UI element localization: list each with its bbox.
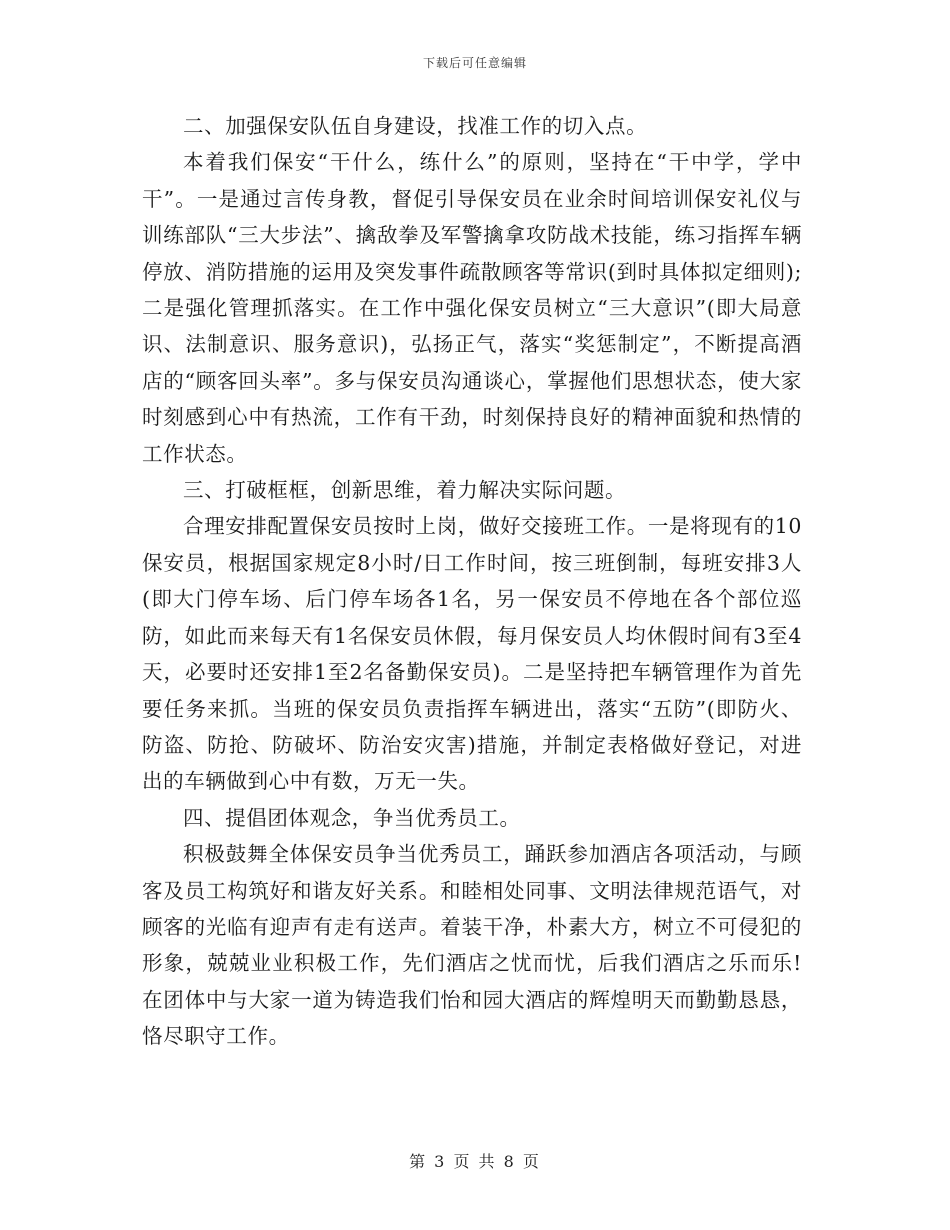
body-paragraph: 合理安排配置保安员按时上岗，做好交接班工作。一是将现有的10保安员，根据国家规定8小时/日工作时间，按三班倒制，每班安排3人(即大门停车场、后门停车场各1名，另一保安员不停地在各个部位巡防，如此而来每天有1名保安员休假，每月保安员人均休假时间有3至4天，必要时还安排1至2名备勤保安员)。二是坚持把车辆管理作为首先要任务来抓。当班的保安员负责指挥车辆进出，落实“五防”(即防火、防盗、防抢、防破坏、防治安灾害)措施，并制定表格做好登记，对进出的车辆做到心中有数，万无一失。 bbox=[142, 514, 802, 794]
document-body bbox=[142, 108, 802, 1055]
page-number: 第 3 页 共 8 页 bbox=[409, 1152, 541, 1171]
body-paragraph: 积极鼓舞全体保安员争当优秀员工，踊跃参加酒店各项活动，与顾客及员工构筑好和谐友好关系。和睦相处同事、文明法律规范语气，对顾客的光临有迎声有走有送声。着装干净，朴素大方，树立不可侵犯的形象，兢兢业业积极工作，先们酒店之忧而忧，后我们酒店之乐而乐!在团体中与大家一道为铸造我们怡和园大酒店的辉煌明天而勤勤恳恳，恪尽职守工作。 bbox=[142, 842, 802, 1049]
section-heading-3: 三、打破框框，创新思维，着力解决实际问题。 bbox=[183, 478, 627, 503]
page-header: 下载后可任意编辑 bbox=[422, 56, 527, 70]
body-paragraph: 本着我们保安“干什么，练什么”的原则，坚持在“干中学，学中干”。一是通过言传身教，督促引导保安员在业余时间培训保安礼仪与训练部队“三大步法”、擒敌拳及军警擒拿攻防战术技能，练习指挥车辆停放、消防措施的运用及突发事件疏散顾客等常识(到时具体拟定细则);二是强化管理抓落实。在工作中强化保安员树立“三大意识”(即大局意识、法制意识、服务意识)，弘扬正气，落实“奖惩制定”，不断提高酒店的“顾客回头率”。多与保安员沟通谈心，掌握他们思想状态，使大家时刻感到心中有热流，工作有干劲，时刻保持良好的精神面貌和热情的工作状态。 bbox=[142, 150, 802, 466]
section-heading-4: 四、提倡团体观念，争当优秀员工。 bbox=[183, 805, 521, 830]
section-heading-2: 二、加强保安队伍自身建设，找准工作的切入点。 bbox=[183, 114, 648, 138]
